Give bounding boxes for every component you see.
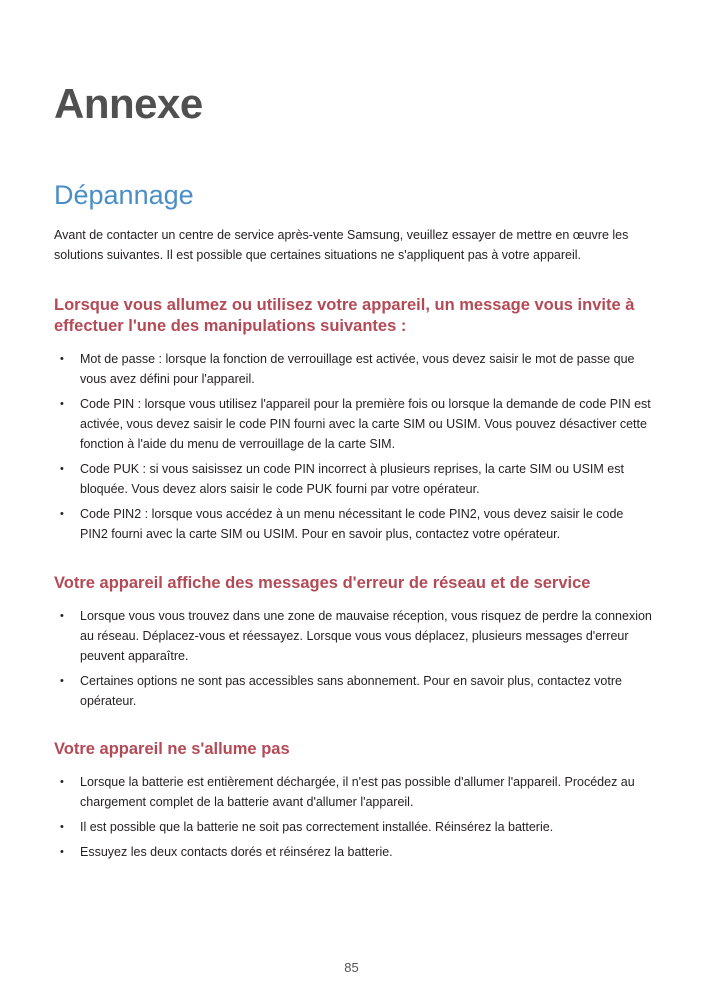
sub-heading: Lorsque vous allumez ou utilisez votre appareil, un message vous invite à effectuer l'une des manipulations suivantes : <box>54 296 635 335</box>
bullet-list <box>54 349 654 544</box>
bullet-icon: • <box>60 508 64 520</box>
list-item-text: Code PIN : lorsque vous utilisez l'appareil pour la première fois ou lorsque la demande de code PIN est activée, vous devez saisir le code PIN fourni avec la carte SIM ou USIM. Vous pouvez désactiver cette fonction à l'aide du menu de verrouillage de la carte SIM. <box>80 397 651 451</box>
section-title: Dépannage <box>54 180 194 210</box>
chapter-title: Annexe <box>54 80 203 127</box>
troubleshoot-section-unlock <box>54 295 654 549</box>
list-item-text: Code PIN2 : lorsque vous accédez à un menu nécessitant le code PIN2, vous devez saisir le code PIN2 fourni avec la carte SIM ou USIM. Pour en savoir plus, contactez votre opérateur. <box>80 507 624 541</box>
list-item-text: Mot de passe : lorsque la fonction de verrouillage est activée, vous devez saisir le mot de passe que vous avez défini pour l'appareil. <box>80 352 635 386</box>
bullet-icon: • <box>60 776 64 788</box>
bullet-list <box>54 772 654 862</box>
bullet-icon: • <box>60 398 64 410</box>
bullet-list <box>54 606 654 711</box>
list-item <box>54 772 654 812</box>
troubleshoot-section-network <box>54 573 654 716</box>
sub-heading: Votre appareil affiche des messages d'erreur de réseau et de service <box>54 574 591 592</box>
list-item-text: Lorsque vous vous trouvez dans une zone de mauvaise réception, vous risquez de perdre la connexion au réseau. Déplacez-vous et réessayez. Lorsque vous vous déplacez, plusieurs messages d'erreur peuvent apparaître. <box>80 609 652 663</box>
page-number: 85 <box>344 960 359 975</box>
list-item-text: Essuyez les deux contacts dorés et réinsérez la batterie. <box>80 845 393 859</box>
list-item <box>54 459 654 499</box>
list-item <box>54 817 654 837</box>
list-item <box>54 842 654 862</box>
list-item <box>54 349 654 389</box>
bullet-icon: • <box>60 675 64 687</box>
list-item <box>54 504 654 544</box>
list-item-text: Il est possible que la batterie ne soit pas correctement installée. Réinsérez la batterie. <box>80 820 554 834</box>
troubleshoot-section-power <box>54 739 654 867</box>
list-item <box>54 606 654 666</box>
list-item-text: Certaines options ne sont pas accessibles sans abonnement. Pour en savoir plus, contactez votre opérateur. <box>80 674 622 708</box>
bullet-icon: • <box>60 821 64 833</box>
bullet-icon: • <box>60 463 64 475</box>
intro-paragraph: Avant de contacter un centre de service après-vente Samsung, veuillez essayer de mettre en œuvre les solutions suivantes. Il est possible que certaines situations ne s'appliquent pas à votre appareil. <box>54 228 629 262</box>
list-item <box>54 394 654 454</box>
sub-heading: Votre appareil ne s'allume pas <box>54 740 290 758</box>
bullet-icon: • <box>60 846 64 858</box>
bullet-icon: • <box>60 610 64 622</box>
list-item-text: Code PUK : si vous saisissez un code PIN incorrect à plusieurs reprises, la carte SIM ou USIM est bloquée. Vous devez alors saisir le code PUK fourni par votre opérateur. <box>80 462 624 496</box>
list-item-text: Lorsque la batterie est entièrement déchargée, il n'est pas possible d'allumer l'appareil. Procédez au chargement complet de la batterie avant d'allumer l'appareil. <box>80 775 635 809</box>
list-item <box>54 671 654 711</box>
bullet-icon: • <box>60 353 64 365</box>
